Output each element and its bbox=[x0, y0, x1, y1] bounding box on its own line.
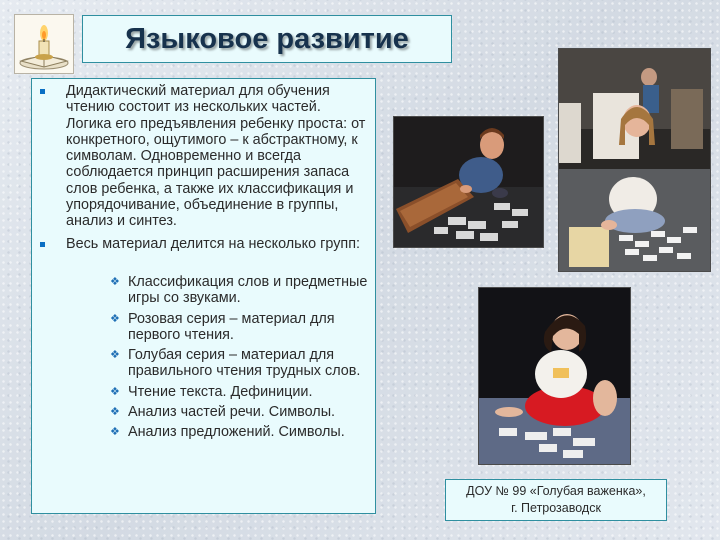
candle-book-icon bbox=[15, 15, 73, 73]
list-item-text: Голубая серия – материал для правильного чтения трудных слов. bbox=[128, 347, 361, 380]
diamond-bullet-icon: ❖ bbox=[110, 274, 120, 288]
text-box bbox=[31, 78, 376, 514]
child-reading-cards-photo bbox=[479, 288, 630, 464]
groups-list bbox=[40, 274, 369, 441]
photo-boy-with-word-cards bbox=[393, 116, 544, 248]
paragraph-text: Дидактический материал для обучения чтению состоит из нескольких частей. Логика его предъявления ребенку проста: от конкретного, ощутимого – к абстрактному, к символам. Одновременно и всегда соблюдается принцип расширения запаса слов ребенка, а также их классификация и упорядочивание, объединение в группы, анализ и синтез. bbox=[66, 83, 366, 230]
list-item bbox=[110, 384, 369, 400]
list-item bbox=[110, 311, 369, 344]
paragraph-item bbox=[40, 236, 369, 252]
caption-line: г. Петрозаводск bbox=[511, 501, 601, 515]
photo-girl-with-word-cards bbox=[558, 48, 711, 272]
list-item-text: Чтение текста. Дефиниции. bbox=[128, 383, 313, 400]
logo bbox=[14, 14, 74, 74]
list-item-text: Анализ предложений. Символы. bbox=[128, 424, 345, 441]
paragraph-text: Весь материал делится на несколько групп: bbox=[66, 235, 360, 252]
list-item-text: Классификация слов и предметные игры со звуками. bbox=[128, 273, 368, 307]
page-title: Языковое развитие bbox=[125, 22, 409, 55]
square-bullet-icon bbox=[40, 89, 45, 94]
diamond-bullet-icon: ❖ bbox=[110, 405, 120, 419]
caption-line: ДОУ № 99 «Голубая важенка», bbox=[466, 484, 646, 498]
photo-girl-red-skirt-reading bbox=[478, 287, 631, 465]
diamond-bullet-icon: ❖ bbox=[110, 348, 120, 362]
child-reading-cards-photo bbox=[559, 49, 710, 271]
list-item-text: Розовая серия – материал для первого чтения. bbox=[128, 310, 335, 343]
list-item bbox=[110, 347, 369, 380]
title-box bbox=[82, 15, 452, 63]
square-bullet-icon bbox=[40, 242, 45, 247]
list-item bbox=[110, 274, 369, 307]
list-item bbox=[110, 404, 369, 420]
diamond-bullet-icon: ❖ bbox=[110, 384, 120, 398]
diamond-bullet-icon: ❖ bbox=[110, 311, 120, 325]
diamond-bullet-icon: ❖ bbox=[110, 425, 120, 439]
child-reading-cards-photo bbox=[394, 117, 543, 247]
list-item bbox=[110, 424, 369, 440]
caption-box bbox=[445, 479, 667, 521]
paragraph-item bbox=[40, 83, 369, 230]
list-item-text: Анализ частей речи. Символы. bbox=[128, 404, 336, 421]
